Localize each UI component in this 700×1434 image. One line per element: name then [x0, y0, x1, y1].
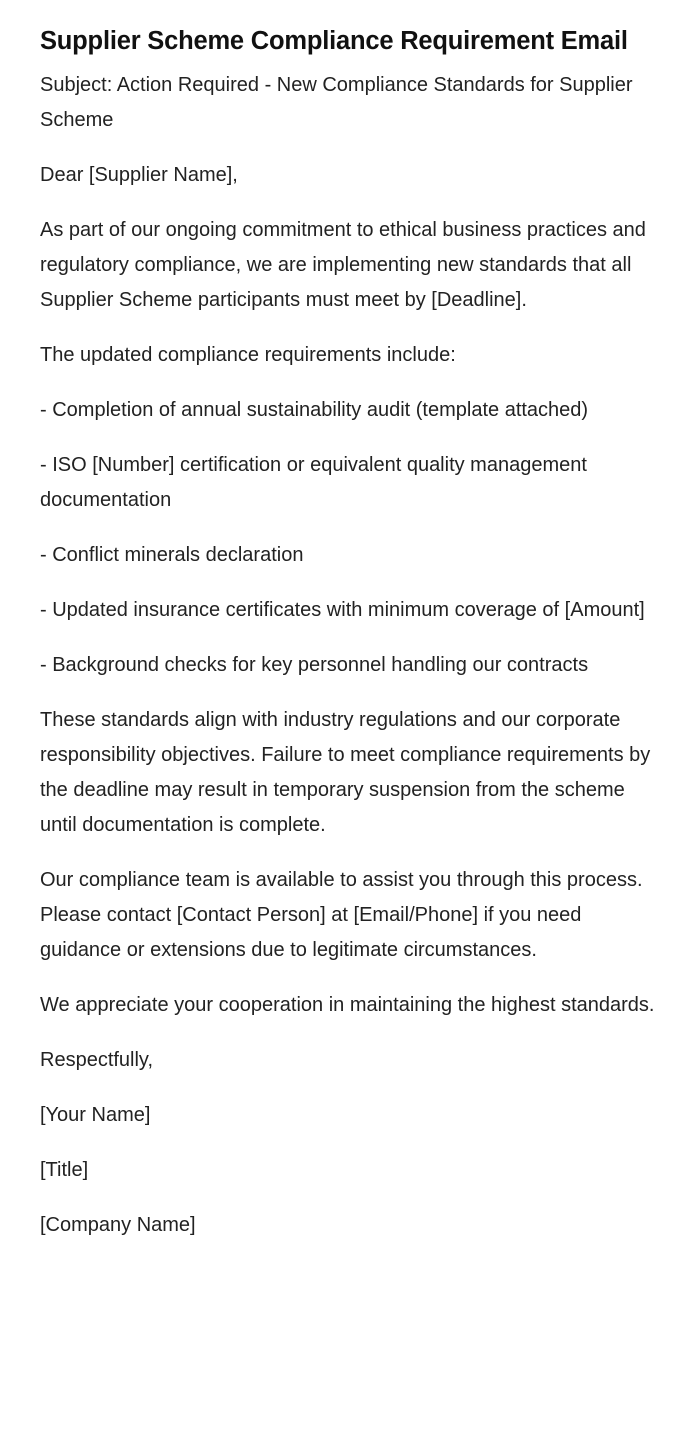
intro-paragraph: As part of our ongoing commitment to ethical business practices and regulatory compliance, we are implementing new standards that all Supplier Scheme participants must meet by [Deadline]. [40, 219, 646, 311]
alignment-paragraph: These standards align with industry regulations and our corporate responsibility objectives. Failure to meet compliance requirements by the deadline may result in temporary suspension from the scheme until documentation is complete. [40, 709, 651, 836]
requirement-item: - Updated insurance certificates with minimum coverage of [Amount] [40, 599, 645, 621]
requirement-item: - ISO [Number] certification or equivalent quality management documentation [40, 454, 587, 511]
signature-name: [Your Name] [40, 1104, 151, 1126]
appreciation-paragraph: We appreciate your cooperation in maintaining the highest standards. [40, 994, 655, 1016]
requirements-heading: The updated compliance requirements include: [40, 344, 456, 366]
closing-line: Respectfully, [40, 1049, 154, 1071]
signature-company: [Company Name] [40, 1214, 196, 1236]
email-subject: Subject: Action Required - New Compliance Standards for Supplier Scheme [40, 74, 633, 131]
requirement-item: - Conflict minerals declaration [40, 544, 304, 566]
assistance-paragraph: Our compliance team is available to assist you through this process. Please contact [Contact Person] at [Email/Phone] if you need guidance or extensions due to legitimate circumstances. [40, 869, 643, 961]
email-greeting: Dear [Supplier Name], [40, 164, 238, 186]
requirement-item: - Completion of annual sustainability audit (template attached) [40, 399, 589, 421]
document-title: Supplier Scheme Compliance Requirement Email [40, 27, 628, 55]
signature-title: [Title] [40, 1159, 89, 1181]
requirement-item: - Background checks for key personnel handling our contracts [40, 654, 589, 676]
